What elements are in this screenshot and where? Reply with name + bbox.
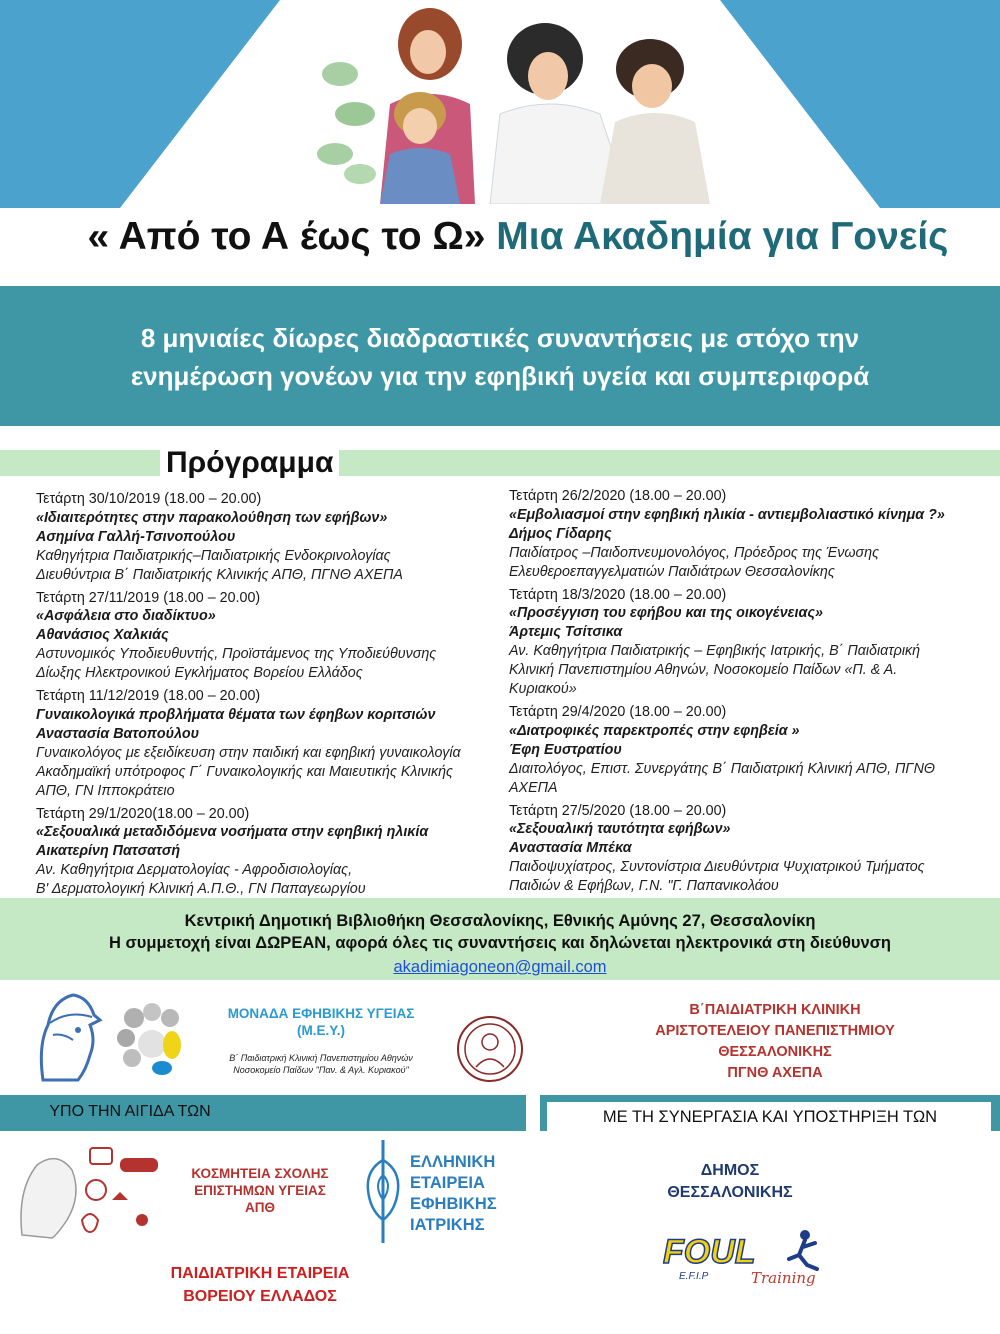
eeei-label bbox=[410, 1152, 510, 1236]
program-column-left bbox=[36, 490, 496, 903]
paw-flower-logo bbox=[110, 1000, 195, 1080]
clinic-label bbox=[605, 1000, 945, 1084]
event-speaker: Έφη Ευστρατίου bbox=[509, 741, 622, 758]
main-title bbox=[0, 215, 1000, 259]
subtitle-banner bbox=[0, 286, 1000, 426]
foul-script-text: Training bbox=[751, 1269, 816, 1287]
event-role: ΑΧΕΠΑ bbox=[509, 779, 558, 796]
program-column-right bbox=[509, 487, 989, 900]
event-date: Τετάρτη 11/12/2019 (18.00 – 20.00) bbox=[36, 688, 261, 705]
event-speaker: Ασημίνα Γαλλή-Τσινοπούλου bbox=[36, 528, 236, 545]
clinic-line: Β΄ΠΑΙΔΙΑΤΡΙΚΗ ΚΛΙΝΙΚΗ bbox=[689, 1002, 861, 1018]
event-topic: «Εμβολιασμοί στην εφηβική ηλικία - αντιεμβολιαστικό κίνημα ?» bbox=[509, 506, 945, 523]
subtitle-line-2: ενημέρωση γονέων για την εφηβική υγεία και συμπεριφορά bbox=[130, 361, 870, 391]
event-date: Τετάρτη 18/3/2020 (18.00 – 20.00) bbox=[509, 586, 727, 603]
faculty-label bbox=[160, 1165, 360, 1216]
mey-title bbox=[196, 1005, 446, 1039]
foul-sub-text: E.F.I.P bbox=[679, 1271, 709, 1282]
event-role: Παιδίατρος –Παιδοπνευμονολόγος, Πρόεδρος της Ένωσης bbox=[509, 544, 880, 561]
eeei-line: ΕΛΛΗΝΙΚΗ bbox=[410, 1153, 496, 1171]
tree-logo bbox=[358, 1135, 408, 1247]
event-item bbox=[36, 805, 496, 900]
event-speaker: Αναστασία Μπέκα bbox=[509, 840, 632, 857]
event-topic: «Διατροφικές παρεκτροπές στην εφηβεία » bbox=[509, 722, 800, 739]
event-item bbox=[36, 687, 496, 800]
event-role: Β' Δερματολογική Κλινική Α.Π.Θ., ΓΝ Παπαγεωργίου bbox=[36, 881, 366, 898]
program-strip bbox=[0, 450, 1000, 476]
mey-title-line: ΜΟΝΑΔΑ ΕΦΗΒΙΚΗΣ ΥΓΕΙΑΣ bbox=[227, 1006, 415, 1021]
event-date: Τετάρτη 26/2/2020 (18.00 – 20.00) bbox=[509, 488, 727, 504]
event-topic: «Ασφάλεια στο διαδίκτυο» bbox=[36, 608, 216, 625]
faculty-line: ΑΠΘ bbox=[245, 1200, 275, 1215]
athena-head-logo bbox=[28, 985, 108, 1085]
event-topic: «Σεξουαλικά μεταδιδόμενα νοσήματα στην εφηβική ηλικία bbox=[36, 824, 429, 841]
family-illustration bbox=[300, 4, 720, 204]
clinic-line: ΘΕΣΣΑΛΟΝΙΚΗΣ bbox=[718, 1044, 832, 1060]
event-item bbox=[509, 802, 989, 897]
event-role: Διευθύντρια Β΄ Παιδιατρικής Κλινικής ΑΠΘ, ΠΓΝΘ ΑΧΕΠΑ bbox=[36, 566, 403, 583]
event-item bbox=[509, 487, 989, 582]
faculty-line: ΚΟΣΜΗΤΕΙΑ ΣΧΟΛΗΣ bbox=[191, 1166, 329, 1181]
event-date: Τετάρτη 29/4/2020 (18.00 – 20.00) bbox=[509, 703, 727, 720]
event-speaker: Άρτεμις Τσίτσικα bbox=[509, 624, 623, 641]
event-topic: «Σεξουαλική ταυτότητα εφήβων» bbox=[509, 821, 731, 838]
program-heading: Πρόγραμμα bbox=[160, 444, 339, 480]
clinic-line: ΑΡΙΣΤΟΤΕΛΕΙΟΥ ΠΑΝΕΠΙΣΤΗΜΙΟΥ bbox=[655, 1023, 895, 1039]
mey-subtitle-line: Νοσοκομείο Παίδων "Παν. & Αγλ. Κυριακού" bbox=[233, 1065, 409, 1075]
venue-address: Κεντρική Δημοτική Βιβλιοθήκη Θεσσαλονίκης, Εθνικής Αμύνης 27, Θεσσαλονίκη bbox=[184, 912, 816, 930]
event-item bbox=[509, 586, 989, 699]
foul-main-text: FOUL bbox=[663, 1233, 756, 1271]
cooperation-label: ΜΕ ΤΗ ΣΥΝΕΡΓΑΣΙΑ ΚΑΙ ΥΠΟΣΤΗΡΙΞΗ ΤΩΝ bbox=[602, 1108, 938, 1126]
mey-subtitle bbox=[196, 1052, 446, 1076]
event-role: ΑΠΘ, ΓΝ Ιπποκράτειο bbox=[36, 782, 175, 799]
event-role: Ακαδημαϊκή υπότροφος Γ΄ Γυναικολογικής και Μαιευτικής Κλινικής bbox=[36, 763, 454, 780]
auspices-label: ΥΠΟ ΤΗΝ ΑΙΓΙΔΑ ΤΩΝ bbox=[49, 1103, 211, 1120]
event-role: Κυριακού» bbox=[509, 681, 577, 698]
event-topic: Γυναικολογικά προβλήματα θέματα των έφηβων κοριτσιών bbox=[36, 706, 436, 723]
event-date: Τετάρτη 27/11/2019 (18.00 – 20.00) bbox=[36, 589, 261, 606]
email-link[interactable]: akadimiagoneon@gmail.com bbox=[393, 958, 607, 976]
event-role: Παιδιών & Εφήβων, Γ.Ν. "Γ. Παπανικολάου bbox=[509, 878, 779, 895]
event-role: Διαιτολόγος, Επιστ. Συνεργάτης Β΄ Παιδιατρική Κλινική ΑΠΘ, ΠΓΝΘ bbox=[509, 760, 936, 777]
mey-subtitle-line: Β΄ Παιδιατρική Κλινική Πανεπιστημίου Αθηνών bbox=[229, 1053, 413, 1063]
event-role: Παιδοψυχίατρος, Συντονίστρια Διευθύντρια Ψυχιατρικού Τμήματος bbox=[509, 859, 925, 876]
event-role: Γυναικολόγος με εξειδίκευση στην παιδική και εφηβική γυναικολογία bbox=[36, 744, 461, 761]
municipality-line: ΔΗΜΟΣ bbox=[700, 1162, 760, 1179]
venue-registration: Η συμμετοχή είναι ΔΩΡΕΑΝ, αφορά όλες τις συναντήσεις και δηλώνεται ηλεκτρονικά στη διεύθυνση bbox=[108, 934, 892, 952]
eeei-line: ΙΑΤΡΙΚΗΣ bbox=[410, 1216, 485, 1234]
eeei-line: ΕΦΗΒΙΚΗΣ bbox=[410, 1195, 497, 1213]
clinic-line: ΠΓΝΘ ΑΧΕΠΑ bbox=[727, 1065, 823, 1081]
event-speaker: Αικατερίνη Πατσατσή bbox=[36, 843, 181, 860]
subtitle-line-1: 8 μηνιαίες δίωρες διαδραστικές συναντήσεις με στόχο την bbox=[140, 323, 860, 353]
title-quote: « Από το Α έως το Ω» bbox=[87, 215, 486, 258]
municipality-label bbox=[580, 1160, 880, 1204]
event-role: Καθηγήτρια Παιδιατρικής–Παιδιατρικής Ενδοκρινολογίας bbox=[36, 547, 391, 564]
event-date: Τετάρτη 30/10/2019 (18.00 – 20.00) bbox=[36, 491, 262, 507]
title-academy: Μια Ακαδημία για Γονείς bbox=[496, 215, 949, 258]
event-role: Ελευθεροεπαγγελματιών Παιδιάτρων Θεσσαλονίκης bbox=[509, 563, 835, 580]
paediatric-society-line: ΠΑΙΔΙΑΤΡΙΚΗ ΕΤΑΙΡΕΙΑ bbox=[170, 1265, 350, 1282]
hero-banner bbox=[0, 0, 1000, 208]
mey-title-abbr: (Μ.Ε.Υ.) bbox=[296, 1023, 345, 1038]
faculty-line: ΕΠΙΣΤΗΜΩΝ ΥΓΕΙΑΣ bbox=[194, 1183, 326, 1198]
event-date: Τετάρτη 27/5/2020 (18.00 – 20.00) bbox=[509, 802, 727, 819]
event-speaker: Αναστασία Βατοπούλου bbox=[36, 725, 200, 742]
event-topic: «Ιδιαιτερότητες στην παρακολούθηση των εφήβων» bbox=[36, 509, 388, 526]
faculty-logo bbox=[12, 1140, 162, 1240]
event-role: Κλινική Πανεπιστημίου Αθηνών, Νοσοκομείο Παίδων «Π. & Α. bbox=[509, 662, 898, 679]
eeei-line: ΕΤΑΙΡΕΙΑ bbox=[410, 1174, 485, 1192]
event-date: Τετάρτη 29/1/2020(18.00 – 20.00) bbox=[36, 805, 250, 822]
event-item bbox=[509, 703, 989, 798]
municipality-line: ΘΕΣΣΑΛΟΝΙΚΗΣ bbox=[667, 1184, 793, 1201]
foul-training-logo bbox=[655, 1225, 835, 1295]
event-role: Αστυνομικός Υποδιευθυντής, Προϊστάμενος της Υποδιεύθυνσης bbox=[36, 646, 437, 663]
event-role: Δίωξης Ηλεκτρονικού Εγκλήματος Βορείου Ελλάδος bbox=[36, 665, 363, 682]
event-role: Αν. Καθηγήτρια Δερματολογίας - Αφροδισιολογίας, bbox=[36, 862, 353, 879]
event-topic: «Προσέγγιση του εφήβου και της οικογένειας» bbox=[509, 605, 823, 622]
auth-seal-logo bbox=[456, 1015, 524, 1083]
event-item bbox=[36, 490, 496, 585]
paediatric-society-line: ΒΟΡΕΙΟΥ ΕΛΛΑΔΟΣ bbox=[183, 1288, 337, 1305]
event-item bbox=[36, 589, 496, 684]
event-speaker: Αθανάσιος Χαλκιάς bbox=[36, 627, 169, 644]
paediatric-society-label bbox=[60, 1262, 460, 1308]
event-speaker: Δήμος Γίδαρης bbox=[509, 525, 612, 542]
event-role: Αν. Καθηγήτρια Παιδιατρικής – Εφηβικής Ιατρικής, Β΄ Παιδιατρική bbox=[509, 643, 921, 660]
